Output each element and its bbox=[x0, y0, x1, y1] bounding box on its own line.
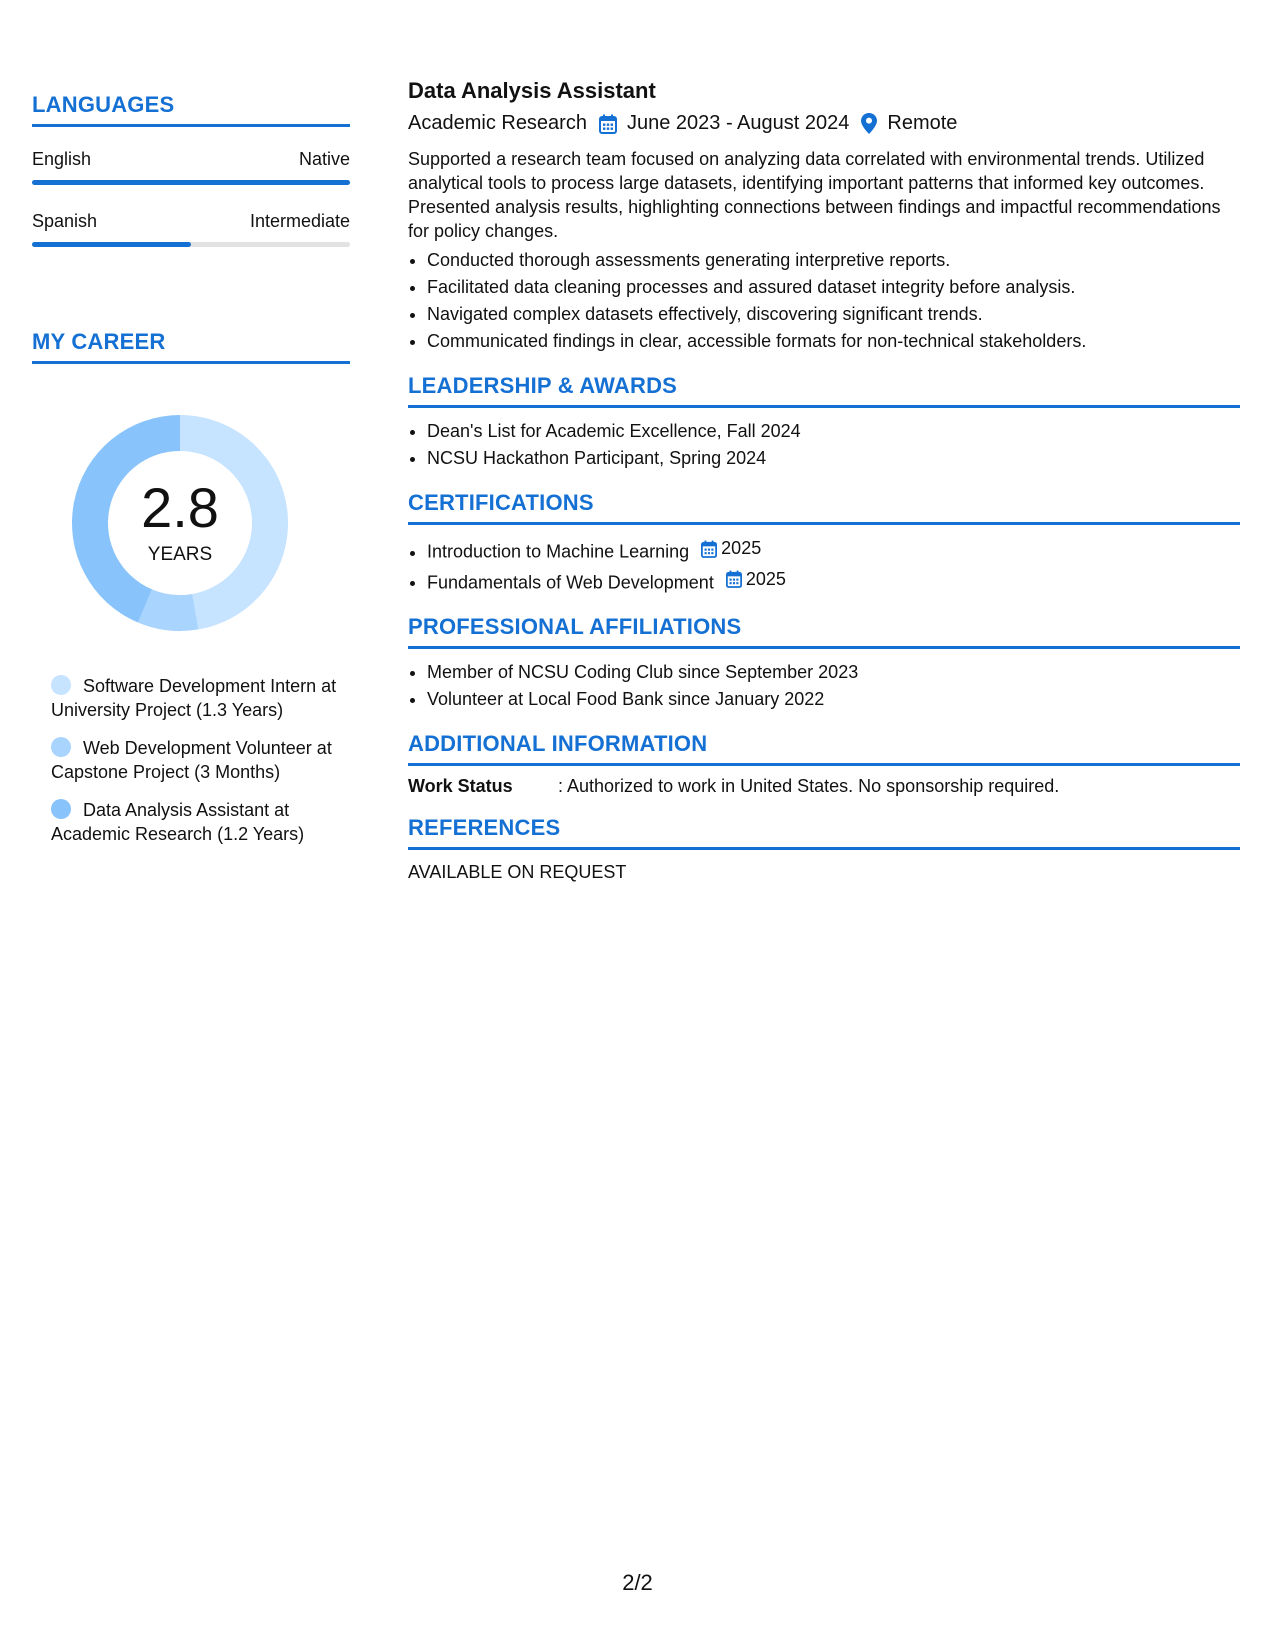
career-section bbox=[32, 329, 350, 846]
language-level: Intermediate bbox=[249, 211, 350, 231]
certification-name: Fundamentals of Web Development bbox=[427, 572, 714, 592]
left-column bbox=[32, 92, 350, 860]
page-number: 2/2 bbox=[622, 1570, 653, 1595]
job-meta bbox=[408, 112, 1240, 135]
additional-info-section bbox=[408, 731, 1240, 797]
work-status-row bbox=[408, 776, 1240, 797]
language-item-english bbox=[32, 149, 350, 185]
certifications-list bbox=[408, 535, 1240, 596]
map-pin-icon bbox=[861, 113, 877, 134]
language-proficiency-fill bbox=[32, 180, 350, 185]
legend-dot bbox=[51, 799, 71, 819]
calendar-icon bbox=[726, 570, 742, 588]
legend-dot bbox=[51, 675, 71, 695]
language-name: Spanish bbox=[32, 211, 98, 231]
calendar-icon bbox=[701, 540, 717, 558]
legend-label: Software Development Intern at University Project (1.3 Years) bbox=[51, 676, 337, 720]
leadership-heading: LEADERSHIP & AWARDS bbox=[408, 373, 1240, 408]
job-bullets bbox=[408, 247, 1240, 355]
affiliations-section bbox=[408, 614, 1240, 713]
affiliations-heading: PROFESSIONAL AFFILIATIONS bbox=[408, 614, 1240, 649]
language-proficiency-fill bbox=[32, 242, 191, 247]
job-org: Academic Research bbox=[408, 112, 587, 134]
job-dates: June 2023 - August 2024 bbox=[626, 112, 850, 134]
list-item: • Member of NCSU Coding Club since September 2023 bbox=[427, 659, 1240, 686]
list-item: • Communicated findings in clear, accessible formats for non-technical stakeholders. bbox=[427, 328, 1240, 355]
certification-year: 2025 bbox=[745, 568, 786, 589]
calendar-icon bbox=[599, 114, 617, 134]
languages-section bbox=[32, 92, 350, 247]
language-proficiency-bar bbox=[32, 242, 350, 247]
career-donut-center bbox=[65, 408, 295, 638]
list-item: • Conducted thorough assessments generating interpretive reports. bbox=[427, 247, 1240, 274]
references-heading: REFERENCES bbox=[408, 815, 1240, 850]
certification-date bbox=[701, 535, 761, 562]
legend-item bbox=[51, 798, 341, 846]
career-heading: MY CAREER bbox=[32, 329, 350, 364]
list-item: • Dean's List for Academic Excellence, Fall 2024 bbox=[427, 418, 1240, 445]
list-item bbox=[427, 566, 1240, 597]
work-status-label: Work Status bbox=[408, 776, 513, 796]
certification-year: 2025 bbox=[721, 538, 762, 558]
legend-item bbox=[51, 736, 341, 784]
affiliations-list bbox=[408, 659, 1240, 713]
languages-heading: LANGUAGES bbox=[32, 92, 350, 127]
job-location: Remote bbox=[887, 112, 958, 134]
career-donut-chart bbox=[65, 408, 295, 638]
career-total-value: 2.8 bbox=[141, 476, 219, 539]
list-item: • Volunteer at Local Food Bank since January 2022 bbox=[427, 686, 1240, 713]
experience-entry bbox=[408, 78, 1240, 355]
career-legend bbox=[51, 674, 341, 846]
list-item: • NCSU Hackathon Participant, Spring 2024 bbox=[427, 445, 1240, 472]
list-item: • Navigated complex datasets effectively, discovering significant trends. bbox=[427, 301, 1240, 328]
legend-label: Web Development Volunteer at Capstone Project (3 Months) bbox=[51, 738, 332, 782]
certification-name: Introduction to Machine Learning bbox=[427, 541, 690, 562]
certification-date bbox=[726, 566, 786, 593]
list-item bbox=[427, 535, 1240, 566]
legend-dot bbox=[51, 737, 71, 757]
list-item: • Facilitated data cleaning processes and assured dataset integrity before analysis. bbox=[427, 274, 1240, 301]
job-title: Data Analysis Assistant bbox=[408, 78, 656, 103]
legend-label: Data Analysis Assistant at Academic Research (1.2 Years) bbox=[51, 800, 305, 844]
language-level: Native bbox=[298, 149, 350, 169]
references-text: AVAILABLE ON REQUEST bbox=[408, 862, 627, 882]
leadership-section bbox=[408, 373, 1240, 472]
job-description: Supported a research team focused on analyzing data correlated with environmental trends. Utilized analytical tools to process large datasets, identifying important patterns that informed key outcomes. Presented analysis results, highlighting connections between findings and impactful recommendations for policy changes. bbox=[408, 149, 1221, 241]
additional-info-heading: ADDITIONAL INFORMATION bbox=[408, 731, 1240, 766]
language-name: English bbox=[32, 149, 92, 169]
legend-item bbox=[51, 674, 341, 722]
right-column bbox=[408, 78, 1240, 883]
certifications-section bbox=[408, 490, 1240, 596]
leadership-list bbox=[408, 418, 1240, 472]
language-item-spanish bbox=[32, 211, 350, 247]
career-total-unit: YEARS bbox=[147, 544, 213, 565]
work-status-value: : Authorized to work in United States. No sponsorship required. bbox=[558, 776, 1060, 796]
references-section bbox=[408, 815, 1240, 883]
certifications-heading: CERTIFICATIONS bbox=[408, 490, 1240, 525]
language-proficiency-bar bbox=[32, 180, 350, 185]
